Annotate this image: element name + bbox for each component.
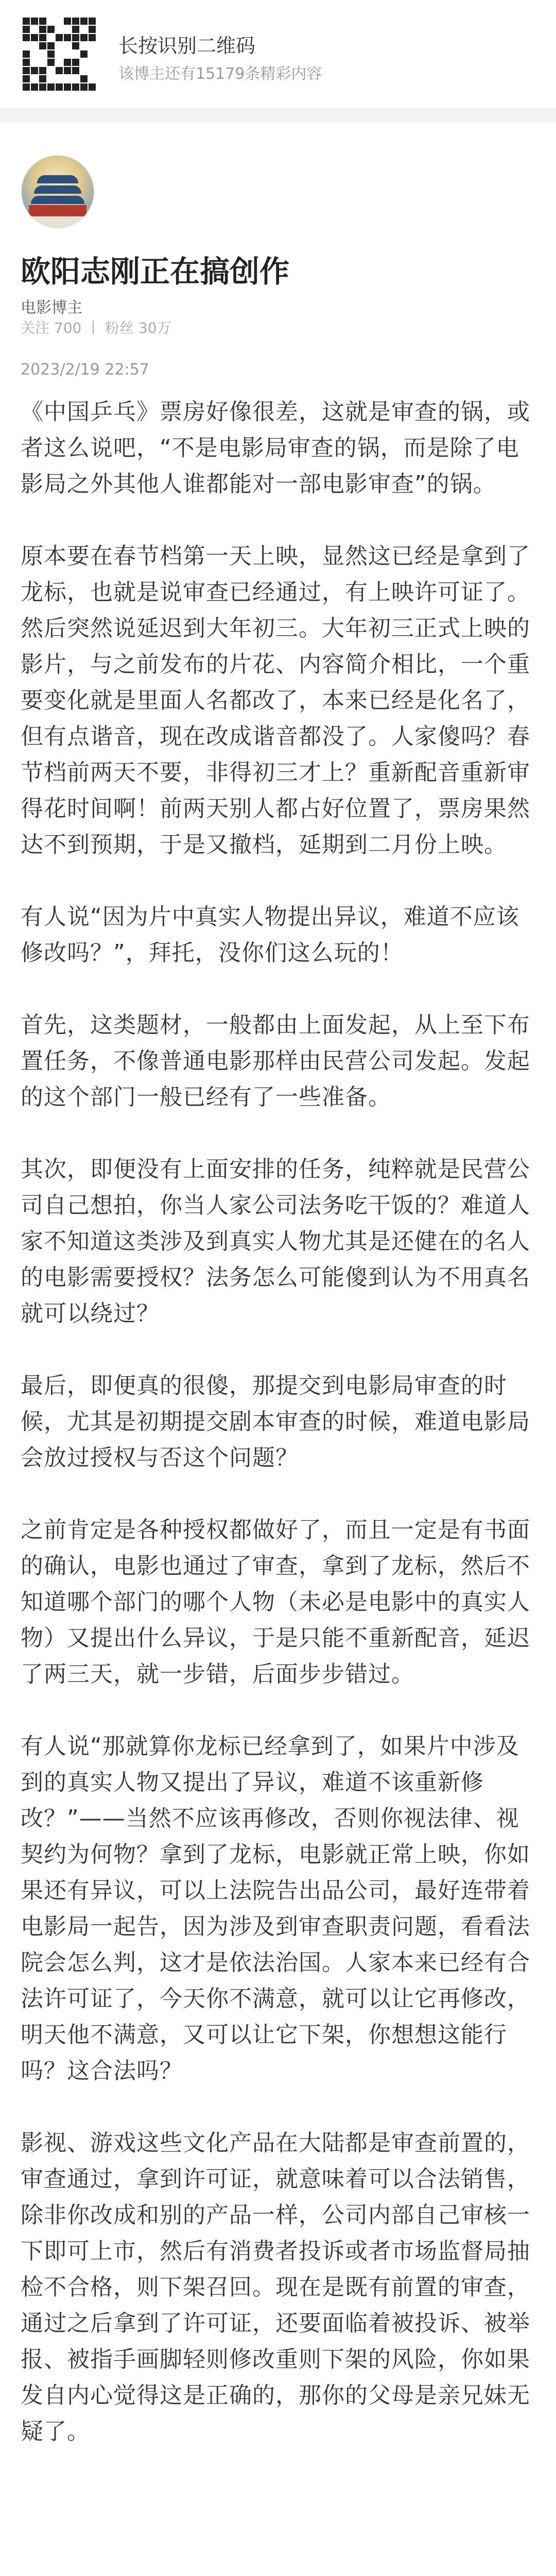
paragraph: 影视、游戏这些文化产品在大陆都是审查前置的，审查通过，拿到许可证，就意味着可以合法销售，除非你改成和别的产品一样，公司内部自己审核一下即可上市，然后有消费者投诉或者市场监督局抽检不合格，则下架召回。现在是既有前置的审查，通过之后拿到了许可证，还要面临着被投诉、被举报、被指手画脚轻则修改重则下架的风险，你如果发自内心觉得这是正确的，那你的父母是亲兄妹无疑了。: [21, 2130, 530, 2445]
temple-of-heaven-avatar[interactable]: [21, 155, 95, 229]
qr-code-icon[interactable]: [21, 15, 98, 93]
paragraph: 其次，即便没有上面安排的任务，纯粹就是民营公司自己想拍，你当人家公司法务吃干饭的？难道人家不知道这类涉及到真实人物尤其是还健在的名人的电影需要授权？法务怎么可能傻到认为不用真名就可以绕过？: [21, 1156, 530, 1327]
paragraph: 首先，这类题材，一般都由上面发起，从上至下布置任务，不像普通电影那样由民营公司发起。发起的这个部门一般已经有了一些准备。: [21, 1012, 530, 1110]
banner-subtitle: 该博主还有15179条精彩内容: [118, 65, 322, 83]
author-tag: 电影博主: [21, 299, 82, 317]
post-date: 2023/2/19 22:57: [21, 361, 149, 379]
paragraph: 之前肯定是各种授权都做好了，而且一定是有书面的确认，电影也通过了审查，拿到了龙标，然后不知道哪个部门的哪个人物（未必是电影中的真实人物）又提出什么异议，于是只能不重新配音，延迟了两三天，就一步错，后面步步错过。: [21, 1517, 530, 1687]
paragraph: 有人说“那就算你龙标已经拿到了，如果片中涉及到的真实人物又提出了异议，难道不该重新修改？”——当然不应该再修改，否则你视法律、视契约为何物？拿到了龙标，电影就正常上映，你如果还有异议，可以上法院告出品公司，最好连带着电影局一起告，因为涉及到审查职责问题，看看法院会怎么判，这才是依法治国。人家本来已经有合法许可证了，今天你不满意，就可以让它再修改，明天他不满意，又可以让它下架，你想想这能行吗？这合法吗？: [21, 1733, 530, 2084]
banner-title: 长按识别二维码: [118, 35, 256, 57]
divider: [0, 108, 556, 123]
author-name[interactable]: 欧阳志刚正在搞创作: [21, 254, 290, 289]
paragraph: 有人说“因为片中真实人物提出异议，难道不应该修改吗？”，拜托，没你们这么玩的！: [21, 904, 519, 966]
paragraph: 最后，即便真的很傻，那提交到电影局审查的时候，尤其是初期提交剧本审查的时候，难道电影局会放过授权与否这个问题？: [21, 1372, 530, 1471]
paragraph: 原本要在春节档第一天上映，显然这已经是拿到了龙标，也就是说审查已经通过，有上映许可证了。然后突然说延迟到大年初三。大年初三正式上映的影片，与之前发布的片花、内容简介相比，一个重要变化就是里面人名都改了，本来已经是化名了，但有点谐音，现在改成谐音都没了。人家傻吗？春节档前两天不要，非得初三才上？重新配音重新审得花时间啊！前两天别人都占好位置了，票房果然达不到预期，于是又撤档，延期到二月份上映。: [21, 543, 530, 858]
top-banner: [0, 0, 556, 108]
paragraph: 《中国乒乓》票房好像很差，这就是审查的锅，或者这么说吧，“不是电影局审查的锅，而是除了电影局之外其他人谁都能对一部电影审查”的锅。: [21, 399, 530, 497]
author-stats: 关注 700 丨 粉丝 30万: [21, 319, 171, 336]
post-body: [21, 394, 535, 2486]
